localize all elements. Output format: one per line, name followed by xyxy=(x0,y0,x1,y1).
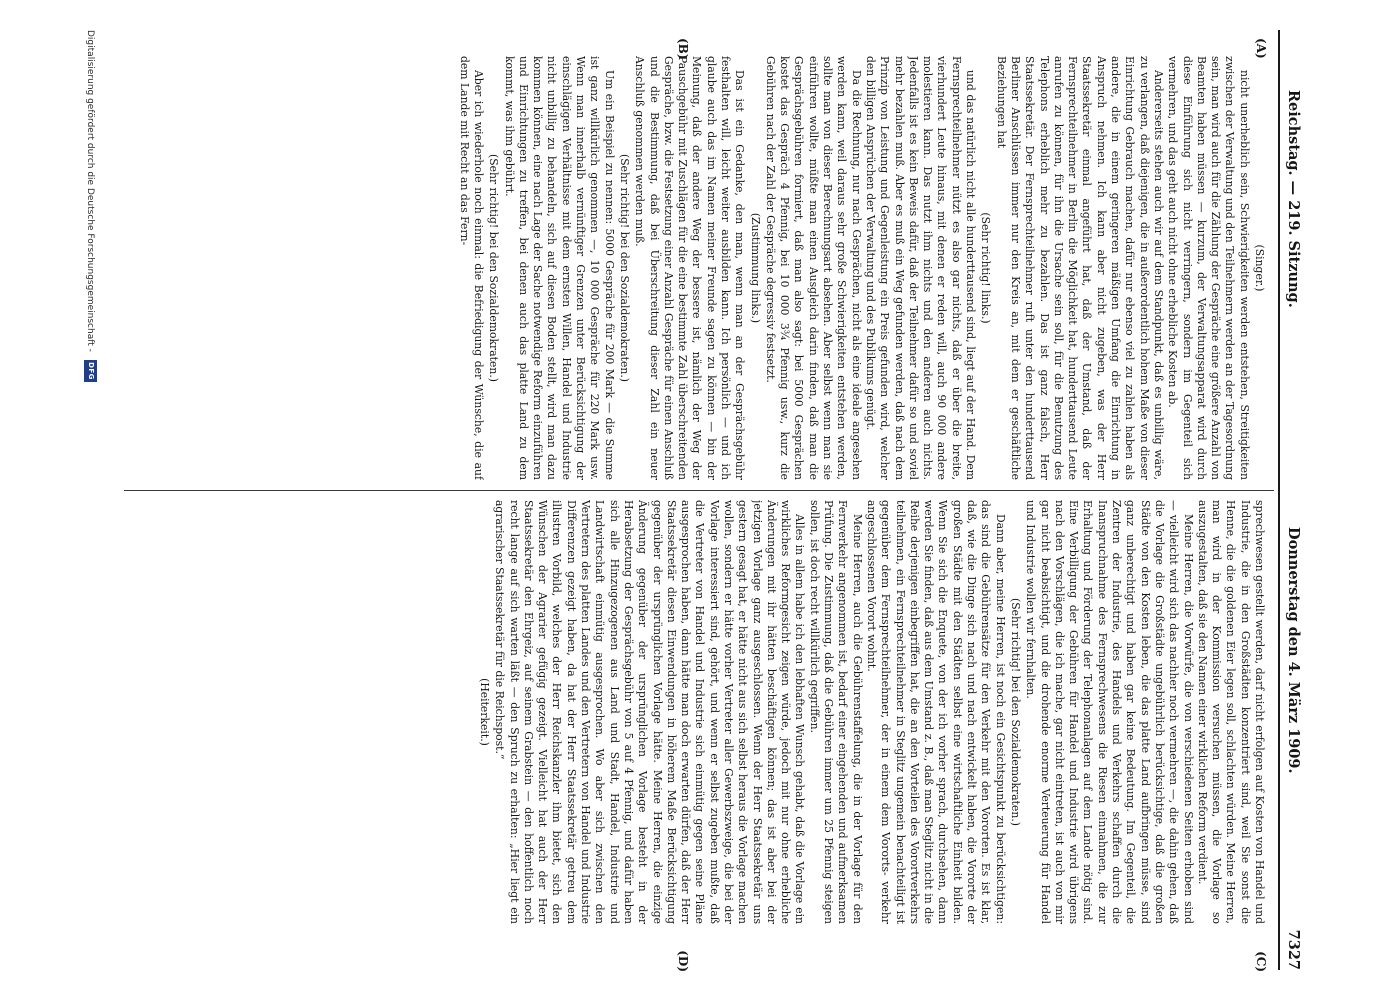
interjection: (Sehr richtig! bei den Sozialdemokraten.) xyxy=(1008,598,1022,826)
paragraph: Um ein Beispiel zu nennen: 5000 Gespräche für 200 Mark — die Summe ist ganz willkürlich genommen —, 10 000 Gespräche für 220 Mark usw. Wenn man innerhalb vernünftiger Grenzen unter Berücksichtigung der einschlägigen Verhältnisse mit dem ernsten Willen, Handel und Industrie nicht unbillig zu behandeln, sich auf diesen Boden stellt, wird man dazu kommen können, eine nach Lage der Sache notwendige Reform einzuführen und Einrichtungen zu treffen, bei denen auch das platte Land zu dem kommt, was ihm gebührt. xyxy=(502,56,616,480)
paragraph: nicht unerheblich sein, Schwierigkeiten werden entstehen, Streitigkeiten zwischen der Verwaltung und den Teilnehmern werden an der Tagesordnung sein, man wird auch für die Zählung der Gespräche eine größere Anzahl von Beamten haben müssen — kurzum, der Verwaltungsapparat wird durch diese Einführung sich nicht verringern, sondern im Gegenteil sich vermehren, und das geht auch nicht ohne erhebliche Kosten ab. xyxy=(1166,56,1251,480)
left-column xyxy=(116,56,1266,480)
interjection: (Sehr richtig! bei den Sozialdemokraten.) xyxy=(617,154,631,382)
digitization-footer xyxy=(78,30,98,970)
interjection: (Zustimmung links.) xyxy=(748,212,762,324)
margin-marker-b: (B) xyxy=(676,38,690,60)
paragraph: Andererseits stehen auch wir auf dem Standpunkt, daß es unbillig wäre, zu verlangen, daß diejenigen, die in außerordentlich hohem Maße von dieser Einrichtung Gebrauch machen, dafür nur ebenso viel zu zahlen haben als andere, die in einem geringeren mäßigen Umfang die Einrichtung in Anspruch nehmen. Ich kann aber nicht zugeben, was der Herr Staatssekretär einmal angeführt hat, daß der Umstand, daß der Fernsprechteilnehmer in Berlin die Möglichkeit hat, hunderttausend Leute anrufen zu können, für ihn die Ursache sein soll, für die Benutzung des Telephons erheblich mehr zu bezahlen. Das ist ganz falsch, Herr Staatssekretär. Der Fernsprechteilnehmer ruft unter den hunderttausend Berliner Anschlüssen immer nur den Kreis an, mit dem er geschäftliche Beziehungen hat xyxy=(994,56,1165,480)
interjection: (Sehr richtig! bei den Sozialdemokraten.) xyxy=(487,154,501,382)
paragraph: sprechwesen gestellt werden, darf nicht erfolgen auf Kosten von Handel und Industrie, die in den Großstädten konzentriert sind, weil Sie sonst die Henne, die die goldenen Eier legen soll, schlachten würden. Meine Herren, man wird in der Kommission versuchen müssen, die Vorlage so auszugestalten, daß sie den Namen einer wirklichen Reform verdient. xyxy=(1195,500,1266,924)
paragraph: Meine Herren, die Vorwürfe, die von verschiedenen Seiten erhoben sind — vielleicht wird sich das nachher noch vermehren —, die dahin gehen, daß die Vorlage die Großstädte ungebührlich berücksichtige, daß die großen Städte von den Kosten leben, die das platte Land aufbringen müsse, sind ganz unberechtigt und haben gar keine Bedeutung. Im Gegenteil, die Zentren der Industrie, des Handels und Verkehrs schaffen durch die Inanspruchnahme des Fernsprechwesens die Riesen einnahmen, die zur Erhaltung und Förderung der Telephonanlagen auf dem Lande nötig sind. Eine Verbilligung der Gebühren für Handel und Industrie wird übrigens nach den Vorschlägen, die ich mache, gar nicht eintreten, ist auch von mir gar nicht beabsichtigt, und die drohende enorme Verteuerung für Handel und Industrie wollen wir fernhalten. xyxy=(1024,500,1195,924)
interjection: (Sehr richtig! links.) xyxy=(979,212,993,324)
paragraph: Alles in allem habe ich den lebhaften Wunsch gehabt, daß die Vorlage ein wirkliches Reformgesicht zeigen würde, jedoch mit nur ohne erhebliche Änderungen mit ihr hätten beschäftigen können; das ist aber bei der jetzigen Vorlage ganz ausgeschlossen. Wenn der Herr Staatssekretär uns gestern gesagt hat, er hätte nicht aus sich selbst heraus die Vorlage machen wollen, sondern er hätte vorher Vertreter aller Gewerbszweige, die bei der Vorlage interessiert sind, gehört, und wenn er selbst zugeben mußte, daß die Vertreter von Handel und Industrie sich einmütig gegen seine Pläne ausgesprochen haben, dann hätte man doch erwarten dürfen, daß der Herr Staatssekretär diesen Einwendungen in höherem Maße Berücksichtigung gegenüber der ursprünglichen Vorlage hätte. Meine Herren, die einzige Änderung gegenüber der ursprünglichen Vorlage besteht in der Herabsetzung der Gesprächsgebühr von 5 auf 4 Pfennig, und dafür haben sich alle Hinzugezogenen aus Land und Stadt, Handel, Industrie und Landwirtschaft einmütig ausgesprochen. Wo aber sich zwischen den Vertretern des platten Landes und den Vertretern von Handel und Industrie Differenzen gezeigt haben, da hat der Herr Staatssekretär getreu dem illustren Vorbild, welches der Herr Reichskanzler ihm bietet, sich den Wünschen der Agrarier gefügig gezeigt. Vielleicht hat auch der Herr Staatssekretär den Ehrgeiz, auf seinem Grabstein — den hoffentlich noch recht lange auf sich warten läßt — den Spruch zu erhalten: „Hier liegt ein agrarischer Staatssekretär für die Reichspost.“ xyxy=(493,500,807,924)
page-header xyxy=(1278,30,1310,970)
footer-text: Digitalisierung gefördert durch die Deutsche Forschungsgemeinschaft - xyxy=(85,30,95,352)
paragraph: Da die Rechnung, nur nach Gesprächen, nicht als eine ideale angesehen werden kann, weil daraus sehr große Schwierigkeiten entstehen werden, sollte man von dieser Berechnungsart absehen. Aber selbst wenn man sie einführen wollte, müßte man einen Ausgleich darin finden, daß man die Gesprächsgebühren formiert, daß man also sagt: bei 5000 Gesprächen kostet das Gespräch 4 Pfennig, bei 10 000 3¾ Pfennig usw., kurz die Gebühren nach der Zahl der Gespräche degressiv festsetzt. xyxy=(763,56,863,480)
session-title: Reichstag. — 219. Sitzung. xyxy=(1285,90,1302,308)
paragraph: Aber ich wiederhole noch einmal: die Befriedigung der Wünsche, die auf dem Lande mit Recht an das Fern- xyxy=(457,56,485,480)
column-divider xyxy=(124,490,1274,491)
paragraph: Dann aber, meine Herren, ist noch ein Gesichtspunkt zu berücksichtigen: das sind die Gebührensätze für den Verkehr mit den Vororten. Es ist klar, daß, wie die Dinge sich nach und nach entwickelt haben, die Vororte der großen Städte mit den Städten selbst eine wirtschaftliche Einheit bilden. Wenn Sie sich die Enquete, von der ich vorher sprach, durchsehen, dann werden Sie finden, daß aus dem Umstand z. B., daß man Steglitz nicht in die Reihe derjenigen einbegriffen hat, die an den Vorteilen des Vorortverkehrs teilnehmen, ein Fernsprechteilnehmer in Steglitz ungemein benachteiligt ist gegenüber dem Fernsprechteilnehmer, der in einem dem Vororts- verkehr angeschlossenen Vorort wohnt. xyxy=(864,500,1007,924)
page-number: 7327 xyxy=(1285,929,1302,970)
interjection: (Heiterkeit.) xyxy=(477,678,491,746)
session-date: Donnerstag den 4. März 1909. xyxy=(1285,527,1302,774)
paragraph: Das ist ein Gedanke, den man, wenn man an der Gesprächsgebühr festhalten will, leicht weiter ausbilden kann. Ich persönlich — und ich glaube auch das im Namen meiner Freunde sagen zu können — bin der Meinung, daß der andere Weg der bessere ist, nämlich der Weg der Pauschgebühr mit Zuschlägen für die eine bestimmte Zahl überschreitenden Gespräche, bzw. die Festsetzung einer Anzahl Gespräche für einen Anschluß und die Bestimmung, daß bei Überschreitung dieser Zahl ein neuer Anschluß genommen werden muß. xyxy=(633,56,747,480)
paragraph: und das natürlich nicht alle hunderttausend sind, liegt auf der Hand. Dem Fernsprechteilnehmer nützt es also gar nichts, daß er über die breite, vierhundert Leute hinaus, mit denen er reden will, auch 90 000 andere molestieren kann. Das nutzt ihm nichts und den anderen auch nichts. Jedenfalls ist es kein Beweis dafür, daß der Teilnehmer dafür so und soviel mehr bezahlen muß. Aber es muß ein Weg gefunden werden, daß nach dem Prinzip von Leistung und Gegenleistung ein Preis gefunden wird, welcher den billigen Ansprüchen der Verwaltung und des Publikums genügt. xyxy=(863,56,978,480)
rotated-page xyxy=(78,30,1310,970)
margin-marker-a: (A) xyxy=(1254,38,1268,59)
speaker-name: (Singer.) xyxy=(1253,244,1266,292)
margin-marker-d: (D) xyxy=(676,950,690,972)
paragraph: Meine Herren, auch die Gebührenstaffelung, die in der Vorlage für den Fernverkehr angenommen ist, bedarf einer eingehenden und aufmerksamen Prüfung. Die Zustimmung, daß die Gebühren immer um 25 Pfennig steigen sollen, ist doch recht willkürlich gegriffen. xyxy=(807,500,864,924)
right-column xyxy=(116,500,1266,924)
margin-marker-c: (C) xyxy=(1254,951,1268,972)
dfg-logo-icon: DFG xyxy=(84,360,97,382)
